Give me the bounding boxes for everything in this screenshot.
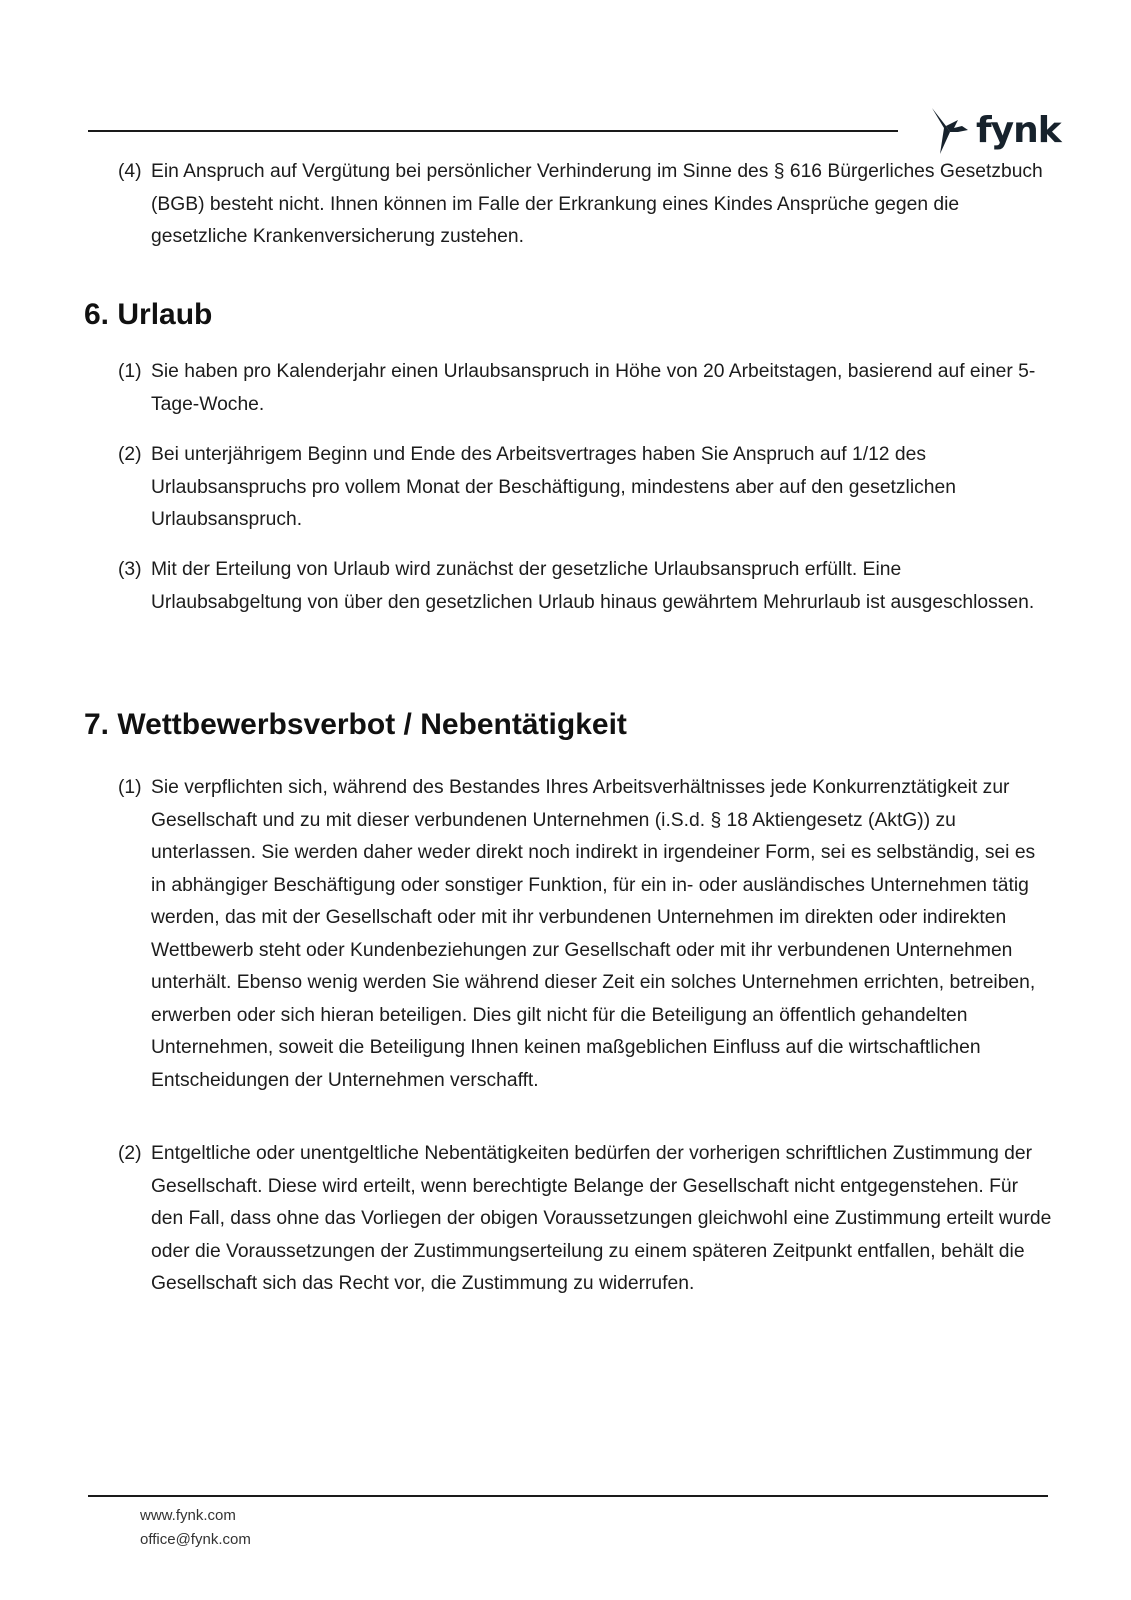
section-heading-wettbewerbsverbot: 7. Wettbewerbsverbot / Nebentätigkeit: [84, 708, 627, 741]
clause-text: Ein Anspruch auf Vergütung bei persönlicher Verhinderung im Sinne des § 616 Bürgerliches Gesetzbuch (BGB) besteht nicht. Ihnen können im Falle der Erkrankung eines Kindes Ansprüche gegen die gesetzliche Krankenversicherung zustehen.: [151, 161, 1043, 247]
clause-number: (2): [118, 1143, 142, 1164]
fynk-bird-logo-icon: [928, 106, 970, 156]
brand-name: fynk: [976, 110, 1061, 151]
clause-number: (2): [118, 444, 142, 465]
clause-text: Sie verpflichten sich, während des Bestandes Ihres Arbeitsverhältnisses jede Konkurrenztätigkeit zur Gesellschaft und zu mit dieser verbundenen Unternehmen (i.S.d. § 18 Aktiengesetz (AktG)) zu unterlassen. Sie werden daher weder direkt noch indirekt in irgendeiner Form, sei es selbständig, sei es in abhängiger Beschäftigung oder sonstiger Funktion, für ein in- oder ausländisches Unternehmen tätig werden, das mit der Gesellschaft oder mit ihr verbundenen Unternehmen im direkten oder indirekten Wettbewerb steht oder Kundenbeziehungen zur Gesellschaft oder mit ihr verbundenen Unternehmen unterhält. Ebenso wenig werden Sie während dieser Zeit ein solches Unternehmen errichten, betreiben, erwerben oder sich hieran beteiligen. Dies gilt nicht für die Beteiligung an öffentlich gehandelten Unternehmen, soweit die Beteiligung Ihnen keinen maßgeblichen Einfluss auf die wirtschaftlichen Entscheidungen der Unternehmen verschafft.: [151, 777, 1036, 1091]
clause-text: Sie haben pro Kalenderjahr einen Urlaubsanspruch in Höhe von 20 Arbeitstagen, basierend auf einer 5-Tage-Woche.: [151, 361, 1036, 415]
clause-number: (1): [118, 777, 142, 798]
clause-text: Bei unterjährigem Beginn und Ende des Arbeitsvertrages haben Sie Anspruch auf 1/12 des Urlaubsanspruchs pro vollem Monat der Beschäftigung, mindestens aber auf den gesetzlichen Urlaubsanspruch.: [151, 444, 956, 530]
footer-website: www.fynk.com: [140, 1507, 236, 1524]
clause-number: (4): [118, 161, 142, 182]
clause-item: [118, 554, 1053, 619]
clause-item: [118, 1138, 1053, 1301]
clause-number: (1): [118, 361, 142, 382]
clause-item: [118, 439, 1053, 537]
clause-item: [118, 156, 1053, 254]
clause-text: Mit der Erteilung von Urlaub wird zunächst der gesetzliche Urlaubsanspruch erfüllt. Eine Urlaubsabgeltung von über den gesetzlichen Urlaub hinaus gewährtem Mehrurlaub ist ausgeschlossen.: [151, 559, 1035, 613]
section-heading-urlaub: 6. Urlaub: [84, 298, 213, 331]
header-rule: [88, 130, 898, 132]
brand-logo: [928, 104, 1061, 158]
clause-item: [118, 772, 1053, 1097]
clause-item: [118, 356, 1053, 421]
clause-number: (3): [118, 559, 142, 580]
footer-email: office@fynk.com: [140, 1531, 251, 1548]
footer-rule: [88, 1495, 1048, 1497]
clause-text: Entgeltliche oder unentgeltliche Nebentätigkeiten bedürfen der vorherigen schriftlichen Zustimmung der Gesellschaft. Diese wird erteilt, wenn berechtigte Belange der Gesellschaft nicht entgegenstehen. Für den Fall, dass ohne das Vorliegen der obigen Voraussetzungen gleichwohl eine Zustimmung erteilt wurde oder die Voraussetzungen der Zustimmungserteilung zu einem späteren Zeitpunkt entfallen, behält die Gesellschaft sich das Recht vor, die Zustimmung zu widerrufen.: [151, 1143, 1052, 1294]
